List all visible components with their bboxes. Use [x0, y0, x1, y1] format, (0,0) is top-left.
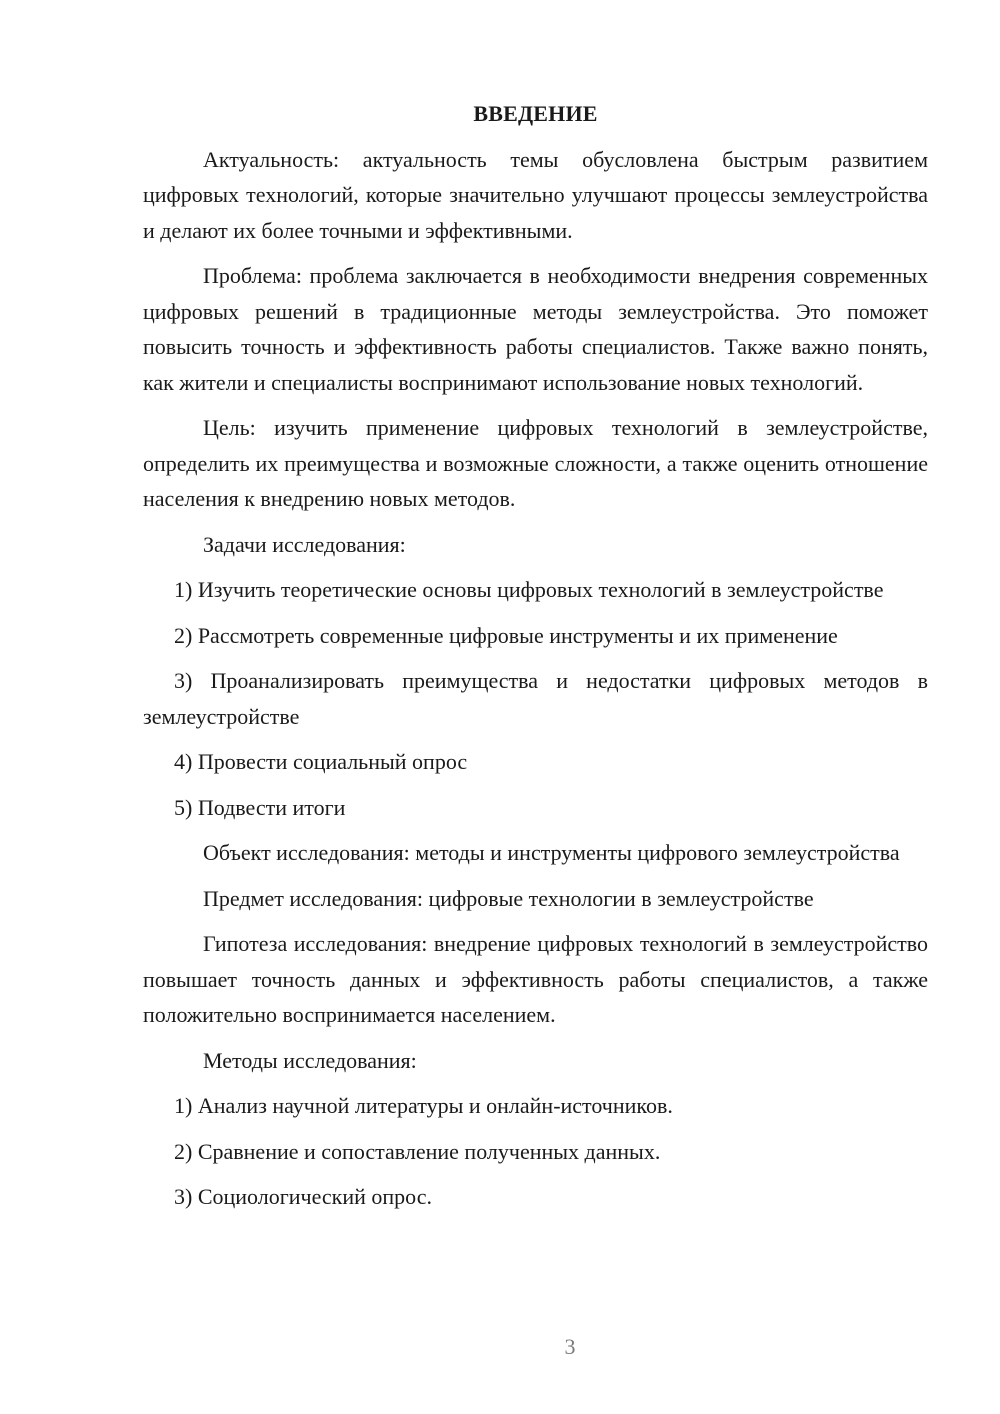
methods-heading: Методы исследования: [203, 1047, 417, 1073]
method-item: 3) Социологический опрос. [174, 1184, 432, 1209]
method-item: 1) Анализ научной литературы и онлайн-источников. [174, 1093, 673, 1118]
task-item: 4) Провести социальный опрос [174, 749, 468, 774]
task-item: 3) Проанализировать преимущества и недостатки цифровых методов в землеустройстве [143, 668, 928, 729]
subject-paragraph: Предмет исследования: цифровые технологии в землеустройстве [203, 885, 814, 911]
problem-paragraph: Проблема: проблема заключается в необходимости внедрения современных цифровых решений в традиционные методы землеустройства. Это поможет повысить точность и эффективность работы специалистов. Также важно понять, как жители и специалисты воспринимают использование новых технологий. [143, 263, 928, 395]
hypothesis-paragraph: Гипотеза исследования: внедрение цифровых технологий в землеустройство повышает точность данных и эффективность работы специалистов, а также положительно воспринимается населением. [143, 931, 928, 1027]
task-item: 1) Изучить теоретические основы цифровых технологий в землеустройстве [174, 577, 884, 602]
document-body [143, 96, 928, 1225]
page-number: 3 [564, 1334, 576, 1359]
task-item: 2) Рассмотреть современные цифровые инструменты и их применение [174, 622, 838, 648]
page-title: ВВЕДЕНИЕ [473, 101, 598, 126]
goal-paragraph: Цель: изучить применение цифровых технологий в землеустройстве, определить их преимущества и возможные сложности, а также оценить отношение населения к внедрению новых методов. [143, 415, 928, 511]
tasks-heading: Задачи исследования: [203, 531, 406, 557]
task-item: 5) Подвести итоги [174, 794, 346, 820]
relevance-paragraph: Актуальность: актуальность темы обусловлена быстрым развитием цифровых технологий, которые значительно улучшают процессы землеустройства и делают их более точными и эффективными. [143, 146, 928, 243]
method-item: 2) Сравнение и сопоставление полученных данных. [174, 1138, 661, 1164]
object-paragraph: Объект исследования: методы и инструменты цифрового землеустройства [203, 840, 900, 865]
